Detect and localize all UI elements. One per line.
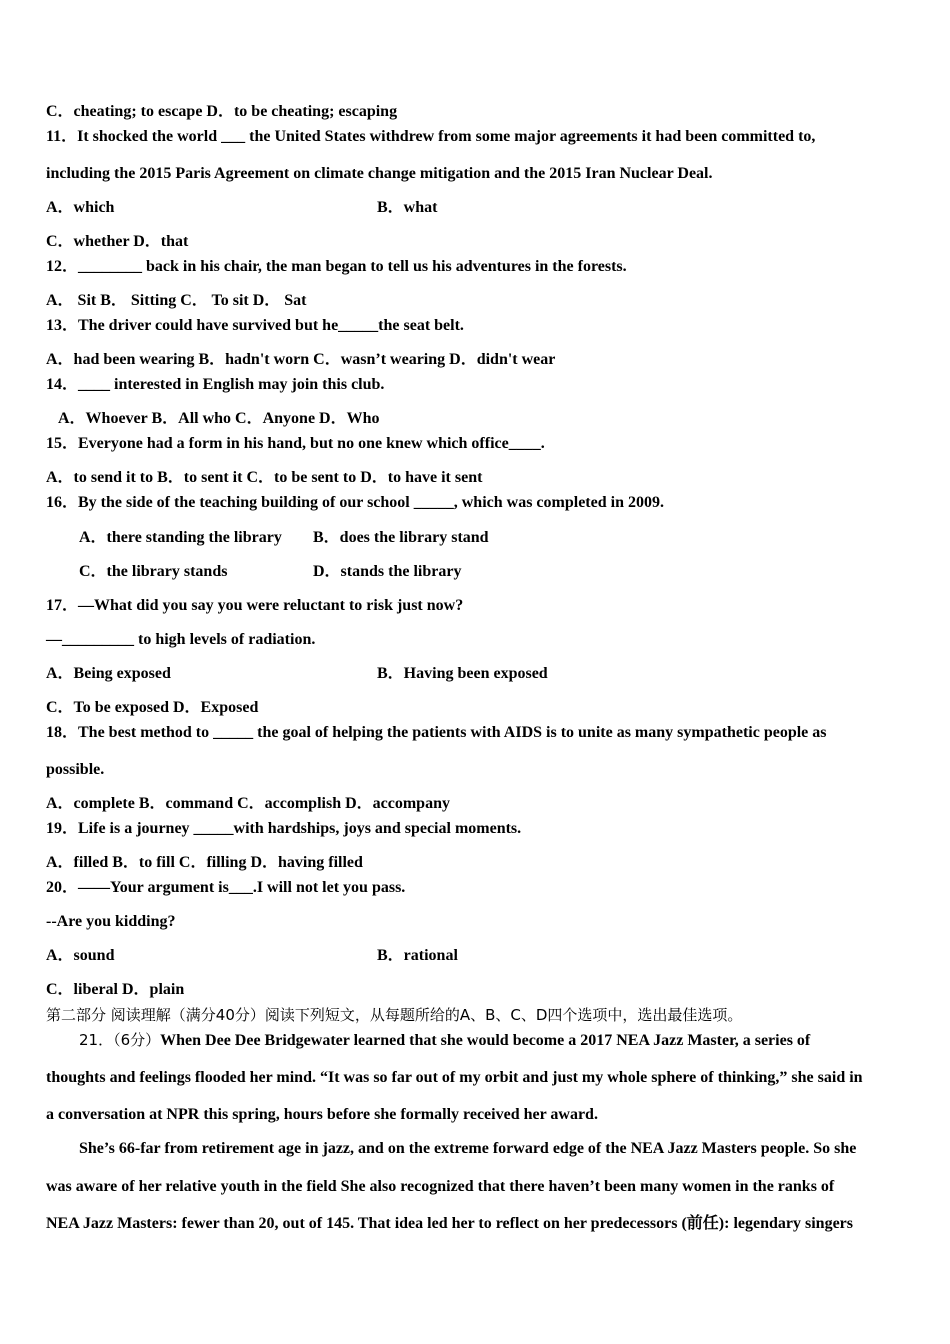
- q17-stem-line1: 17．—What did you say you were reluctant to risk just now?: [46, 597, 464, 614]
- q20-options-cd: C．liberal D．plain: [46, 981, 185, 998]
- q11-stem-line1: 11．It shocked the world ___ the United States withdrew from some major agreements it had been committed to,: [46, 128, 816, 145]
- q15-stem: 15．Everyone had a form in his hand, but no one knew which office____.: [46, 435, 545, 452]
- q17-stem-line2: —_________ to high levels of radiation.: [46, 631, 316, 648]
- q20-option-a: A．sound: [46, 947, 115, 964]
- q10-options-cd: C．cheating; to escape D．to be cheating; escaping: [46, 103, 398, 120]
- q16-option-c: C．the library stands: [79, 563, 228, 580]
- question-21-label: 21．（6分）: [79, 1031, 161, 1049]
- q16-stem: 16．By the side of the teaching building of our school _____, which was completed in 2009.: [46, 494, 664, 511]
- passage-line-3: a conversation at NPR this spring, hours before she formally received her award.: [46, 1106, 598, 1123]
- q16-option-a: A．there standing the library: [79, 529, 282, 546]
- q11-option-a: A．which: [46, 199, 115, 216]
- q12-options: A． Sit B． Sitting C． To sit D． Sat: [46, 292, 307, 309]
- q20-option-b: B．rational: [377, 947, 458, 964]
- passage-line-4: She’s 66-far from retirement age in jazz, and on the extreme forward edge of the NEA Jazz Masters people. So she: [79, 1140, 857, 1157]
- q12-stem: 12．________ back in his chair, the man began to tell us his adventures in the forests.: [46, 258, 627, 275]
- q11-stem-line2: including the 2015 Paris Agreement on climate change mitigation and the 2015 Iran Nuclear Deal.: [46, 165, 713, 182]
- passage-line-6: NEA Jazz Masters: fewer than 20, out of 145. That idea led her to reflect on her predecessors (前任): legendary singers: [46, 1215, 853, 1232]
- q18-options: A．complete B．command C．accomplish D．accompany: [46, 795, 450, 812]
- passage-line-2: thoughts and feelings flooded her mind. “It was so far out of my orbit and just my whole sphere of thinking,” she said in: [46, 1069, 863, 1086]
- q19-options: A．filled B．to fill C．filling D．having filled: [46, 854, 363, 871]
- q19-stem: 19．Life is a journey _____with hardships, joys and special moments.: [46, 820, 522, 837]
- q16-option-b: B．does the library stand: [313, 529, 489, 546]
- q17-option-a: A．Being exposed: [46, 665, 171, 682]
- passage-line-1-text: When Dee Dee Bridgewater learned that she would become a 2017 NEA Jazz Master, a series of: [160, 1032, 811, 1049]
- q11-options-cd: C．whether D．that: [46, 233, 189, 250]
- q20-stem-line2: --Are you kidding?: [46, 913, 176, 930]
- passage-line-1: [79, 1030, 810, 1051]
- q13-stem: 13．The driver could have survived but he_____the seat belt.: [46, 317, 464, 334]
- q15-options: A．to send it to B．to sent it C．to be sent to D．to have it sent: [46, 469, 483, 486]
- part2-heading: 第二部分 阅读理解（满分40分）阅读下列短文，从每题所给的A、B、C、D四个选项中，选出最佳选项。: [46, 1006, 743, 1024]
- q14-stem: 14．____ interested in English may join this club.: [46, 376, 385, 393]
- passage-line-5: was aware of her relative youth in the field She also recognized that there haven’t been many women in the ranks of: [46, 1178, 835, 1195]
- q18-stem-line2: possible.: [46, 761, 105, 778]
- q14-options: A．Whoever B．All who C．Anyone D．Who: [58, 410, 380, 427]
- q13-options: A．had been wearing B．hadn't worn C．wasn’t wearing D．didn't wear: [46, 351, 556, 368]
- q18-stem-line1: 18．The best method to _____ the goal of helping the patients with AIDS is to unite as many sympathetic people as: [46, 724, 827, 741]
- q20-stem-line1: 20．——Your argument is___.I will not let you pass.: [46, 879, 406, 896]
- q11-option-b: B．what: [377, 199, 438, 216]
- q17-option-b: B．Having been exposed: [377, 665, 548, 682]
- q17-options-cd: C．To be exposed D．Exposed: [46, 699, 259, 716]
- q16-option-d: D．stands the library: [313, 563, 462, 580]
